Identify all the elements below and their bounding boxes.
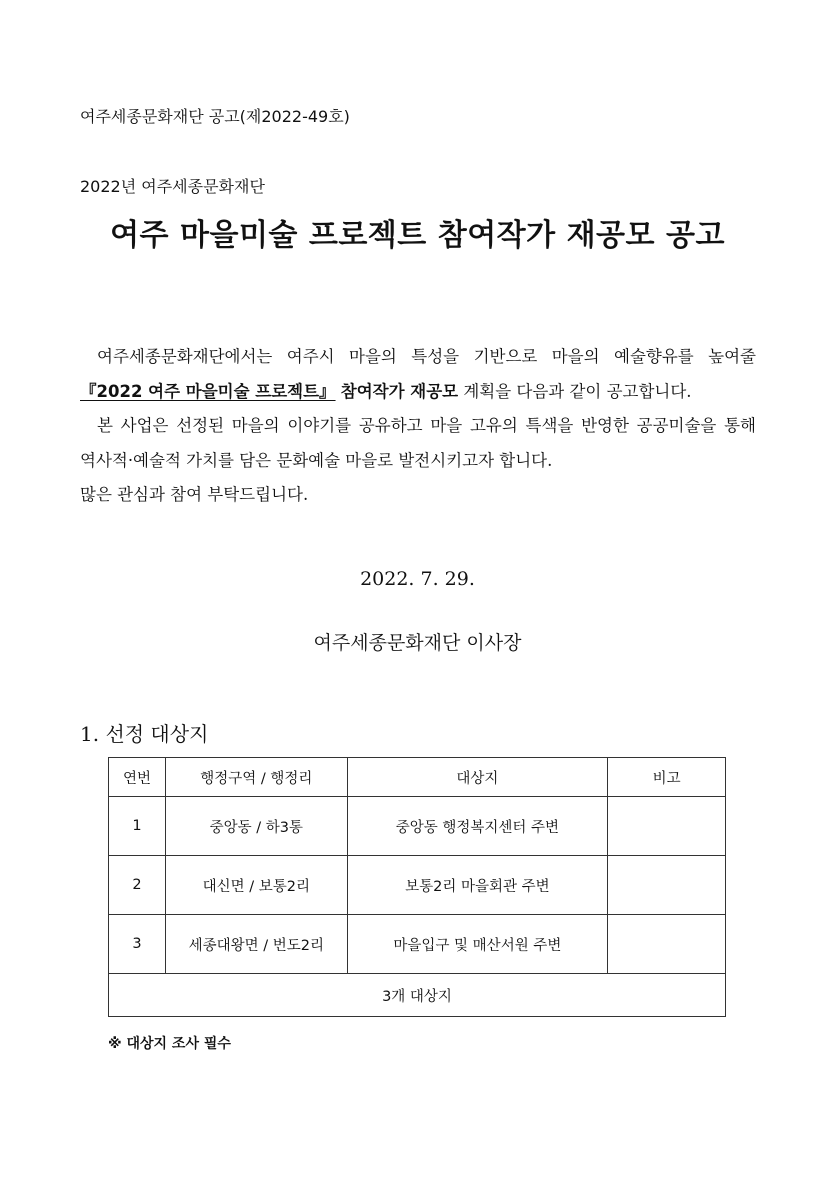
section-title: 1. 선정 대상지 [80,722,209,746]
row-district: 대신면 / 보통2리 [165,856,347,915]
footnote: ※ 대상지 조사 필수 [108,1036,231,1052]
body-paragraph-3: 많은 관심과 참여 부탁드립니다. [80,485,309,504]
project-name: 『2022 여주 마을미술 프로젝트』 [80,381,336,401]
row-no: 2 [109,856,166,915]
body-paragraph-2: 본 사업은 선정된 마을의 이야기를 공유하고 마을 고유의 특색을 반영한 공공미술을 통해 역사적·예술적 가치를 담은 문화예술 마을로 발전시키고자 합니다. [80,416,756,470]
row-note [608,856,726,915]
row-site: 보통2리 마을회관 주변 [347,856,608,915]
announcement-body [80,340,756,513]
table-row [109,856,726,915]
header-site: 대상지 [347,758,608,797]
table-header-row [109,758,726,797]
document-title: 여주 마을미술 프로젝트 참여작가 재공모 공고 [110,218,725,253]
notice-number: 여주세종문화재단 공고(제2022-49호) [80,107,350,126]
body-p1-prefix: 여주세종문화재단에서는 여주시 마을의 특성을 기반으로 마을의 예술향유를 높여줄 [97,347,756,366]
row-site: 중앙동 행정복지센터 주변 [347,797,608,856]
row-no: 3 [109,915,166,974]
row-note [608,915,726,974]
header-no: 연번 [109,758,166,797]
row-no: 1 [109,797,166,856]
table-row [109,797,726,856]
header-note: 비고 [608,758,726,797]
row-district: 세종대왕면 / 번도2리 [165,915,347,974]
year-organization-line: 2022년 여주세종문화재단 [80,177,265,196]
body-p1-suffix: 계획을 다음과 같이 공고합니다. [458,381,692,401]
row-district: 중앙동 / 하3통 [165,797,347,856]
table-row [109,915,726,974]
table-total: 3개 대상지 [109,974,726,1017]
recruitment-emphasis: 참여작가 재공모 [340,381,459,401]
signer: 여주세종문화재단 이사장 [313,632,522,654]
row-site: 마을입구 및 매산서원 주변 [347,915,608,974]
site-table [108,757,726,1017]
body-paragraph-1 [80,340,756,409]
row-note [608,797,726,856]
table-total-row [109,974,726,1017]
announcement-date: 2022. 7. 29. [360,568,475,590]
header-district: 행정구역 / 행정리 [165,758,347,797]
